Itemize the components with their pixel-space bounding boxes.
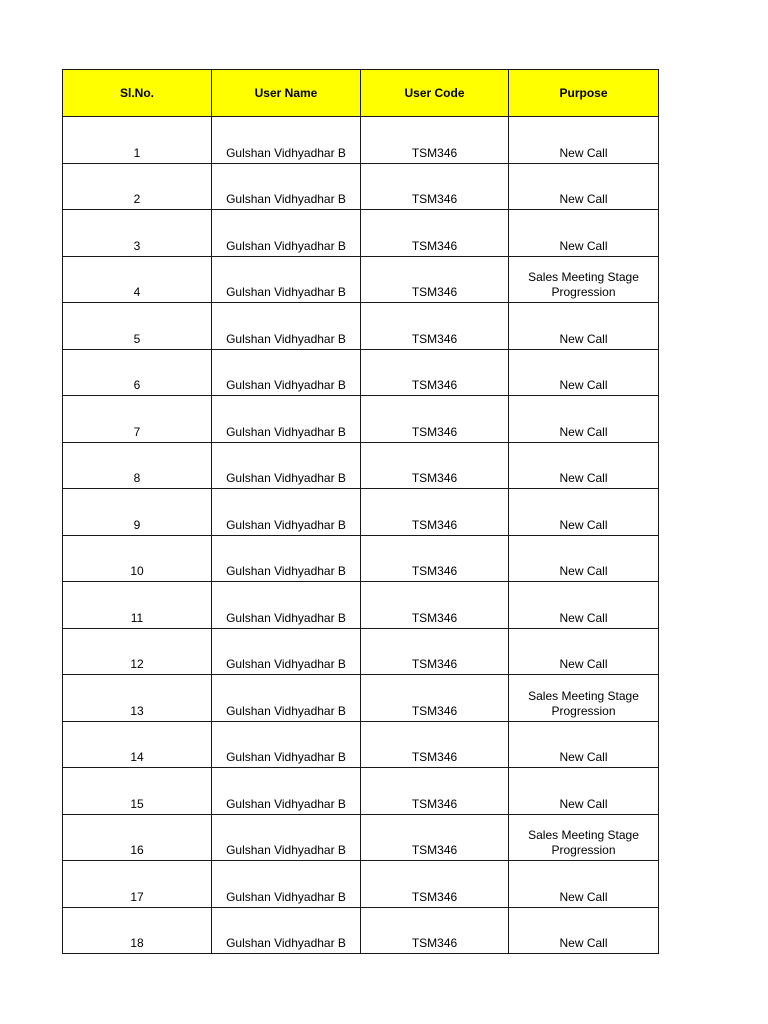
cell-purpose: New Call bbox=[509, 535, 659, 582]
data-table bbox=[62, 69, 659, 954]
cell-user-name: Gulshan Vidhyadhar B bbox=[212, 303, 361, 350]
cell-sl-no: 13 bbox=[63, 675, 212, 722]
cell-sl-no: 10 bbox=[63, 535, 212, 582]
cell-sl-no: 9 bbox=[63, 489, 212, 536]
cell-user-name: Gulshan Vidhyadhar B bbox=[212, 396, 361, 443]
table-row bbox=[63, 628, 659, 675]
cell-user-name: Gulshan Vidhyadhar B bbox=[212, 628, 361, 675]
cell-user-code: TSM346 bbox=[361, 535, 509, 582]
table-row bbox=[63, 814, 659, 861]
cell-purpose: New Call bbox=[509, 303, 659, 350]
cell-user-code: TSM346 bbox=[361, 210, 509, 257]
table-row bbox=[63, 675, 659, 722]
cell-user-code: TSM346 bbox=[361, 303, 509, 350]
cell-user-name: Gulshan Vidhyadhar B bbox=[212, 907, 361, 954]
cell-purpose: New Call bbox=[509, 442, 659, 489]
cell-purpose: New Call bbox=[509, 628, 659, 675]
cell-user-code: TSM346 bbox=[361, 117, 509, 164]
cell-user-code: TSM346 bbox=[361, 442, 509, 489]
cell-user-code: TSM346 bbox=[361, 256, 509, 303]
cell-purpose: New Call bbox=[509, 721, 659, 768]
cell-sl-no: 4 bbox=[63, 256, 212, 303]
cell-sl-no: 16 bbox=[63, 814, 212, 861]
cell-sl-no: 6 bbox=[63, 349, 212, 396]
table-row bbox=[63, 582, 659, 629]
table-row bbox=[63, 396, 659, 443]
cell-user-name: Gulshan Vidhyadhar B bbox=[212, 163, 361, 210]
table-row bbox=[63, 349, 659, 396]
cell-user-code: TSM346 bbox=[361, 675, 509, 722]
cell-user-name: Gulshan Vidhyadhar B bbox=[212, 489, 361, 536]
cell-user-code: TSM346 bbox=[361, 163, 509, 210]
cell-user-name: Gulshan Vidhyadhar B bbox=[212, 768, 361, 815]
table-row bbox=[63, 163, 659, 210]
cell-user-name: Gulshan Vidhyadhar B bbox=[212, 117, 361, 164]
table-body bbox=[63, 117, 659, 954]
cell-sl-no: 17 bbox=[63, 861, 212, 908]
cell-user-name: Gulshan Vidhyadhar B bbox=[212, 721, 361, 768]
cell-user-name: Gulshan Vidhyadhar B bbox=[212, 349, 361, 396]
cell-purpose: Sales Meeting Stage Progression bbox=[509, 814, 659, 861]
cell-sl-no: 2 bbox=[63, 163, 212, 210]
cell-user-code: TSM346 bbox=[361, 349, 509, 396]
header-user-code: User Code bbox=[361, 70, 509, 117]
cell-purpose: New Call bbox=[509, 907, 659, 954]
cell-user-name: Gulshan Vidhyadhar B bbox=[212, 535, 361, 582]
cell-user-code: TSM346 bbox=[361, 582, 509, 629]
table-header bbox=[63, 70, 659, 117]
cell-purpose: New Call bbox=[509, 163, 659, 210]
table-row bbox=[63, 907, 659, 954]
table-row bbox=[63, 442, 659, 489]
cell-purpose: New Call bbox=[509, 489, 659, 536]
cell-purpose: Sales Meeting Stage Progression bbox=[509, 675, 659, 722]
cell-purpose: New Call bbox=[509, 210, 659, 257]
cell-purpose: New Call bbox=[509, 396, 659, 443]
cell-sl-no: 18 bbox=[63, 907, 212, 954]
cell-user-name: Gulshan Vidhyadhar B bbox=[212, 582, 361, 629]
cell-purpose: New Call bbox=[509, 768, 659, 815]
cell-sl-no: 8 bbox=[63, 442, 212, 489]
cell-user-name: Gulshan Vidhyadhar B bbox=[212, 814, 361, 861]
cell-user-name: Gulshan Vidhyadhar B bbox=[212, 442, 361, 489]
cell-user-name: Gulshan Vidhyadhar B bbox=[212, 675, 361, 722]
cell-user-code: TSM346 bbox=[361, 861, 509, 908]
cell-user-name: Gulshan Vidhyadhar B bbox=[212, 210, 361, 257]
table-row bbox=[63, 535, 659, 582]
cell-user-code: TSM346 bbox=[361, 768, 509, 815]
table-row bbox=[63, 117, 659, 164]
cell-purpose: New Call bbox=[509, 582, 659, 629]
cell-user-name: Gulshan Vidhyadhar B bbox=[212, 861, 361, 908]
table-row bbox=[63, 489, 659, 536]
cell-sl-no: 12 bbox=[63, 628, 212, 675]
header-purpose: Purpose bbox=[509, 70, 659, 117]
cell-user-code: TSM346 bbox=[361, 814, 509, 861]
cell-purpose: New Call bbox=[509, 349, 659, 396]
cell-purpose: Sales Meeting Stage Progression bbox=[509, 256, 659, 303]
cell-user-code: TSM346 bbox=[361, 907, 509, 954]
cell-user-code: TSM346 bbox=[361, 721, 509, 768]
header-row bbox=[63, 70, 659, 117]
cell-sl-no: 14 bbox=[63, 721, 212, 768]
cell-sl-no: 7 bbox=[63, 396, 212, 443]
cell-sl-no: 11 bbox=[63, 582, 212, 629]
cell-purpose: New Call bbox=[509, 861, 659, 908]
cell-user-code: TSM346 bbox=[361, 628, 509, 675]
header-user-name: User Name bbox=[212, 70, 361, 117]
cell-user-code: TSM346 bbox=[361, 489, 509, 536]
table-row bbox=[63, 256, 659, 303]
header-sl-no: Sl.No. bbox=[63, 70, 212, 117]
cell-sl-no: 1 bbox=[63, 117, 212, 164]
cell-purpose: New Call bbox=[509, 117, 659, 164]
table-row bbox=[63, 303, 659, 350]
table-row bbox=[63, 210, 659, 257]
cell-sl-no: 3 bbox=[63, 210, 212, 257]
table-row bbox=[63, 861, 659, 908]
cell-sl-no: 15 bbox=[63, 768, 212, 815]
table-row bbox=[63, 721, 659, 768]
cell-user-code: TSM346 bbox=[361, 396, 509, 443]
cell-sl-no: 5 bbox=[63, 303, 212, 350]
table-row bbox=[63, 768, 659, 815]
cell-user-name: Gulshan Vidhyadhar B bbox=[212, 256, 361, 303]
